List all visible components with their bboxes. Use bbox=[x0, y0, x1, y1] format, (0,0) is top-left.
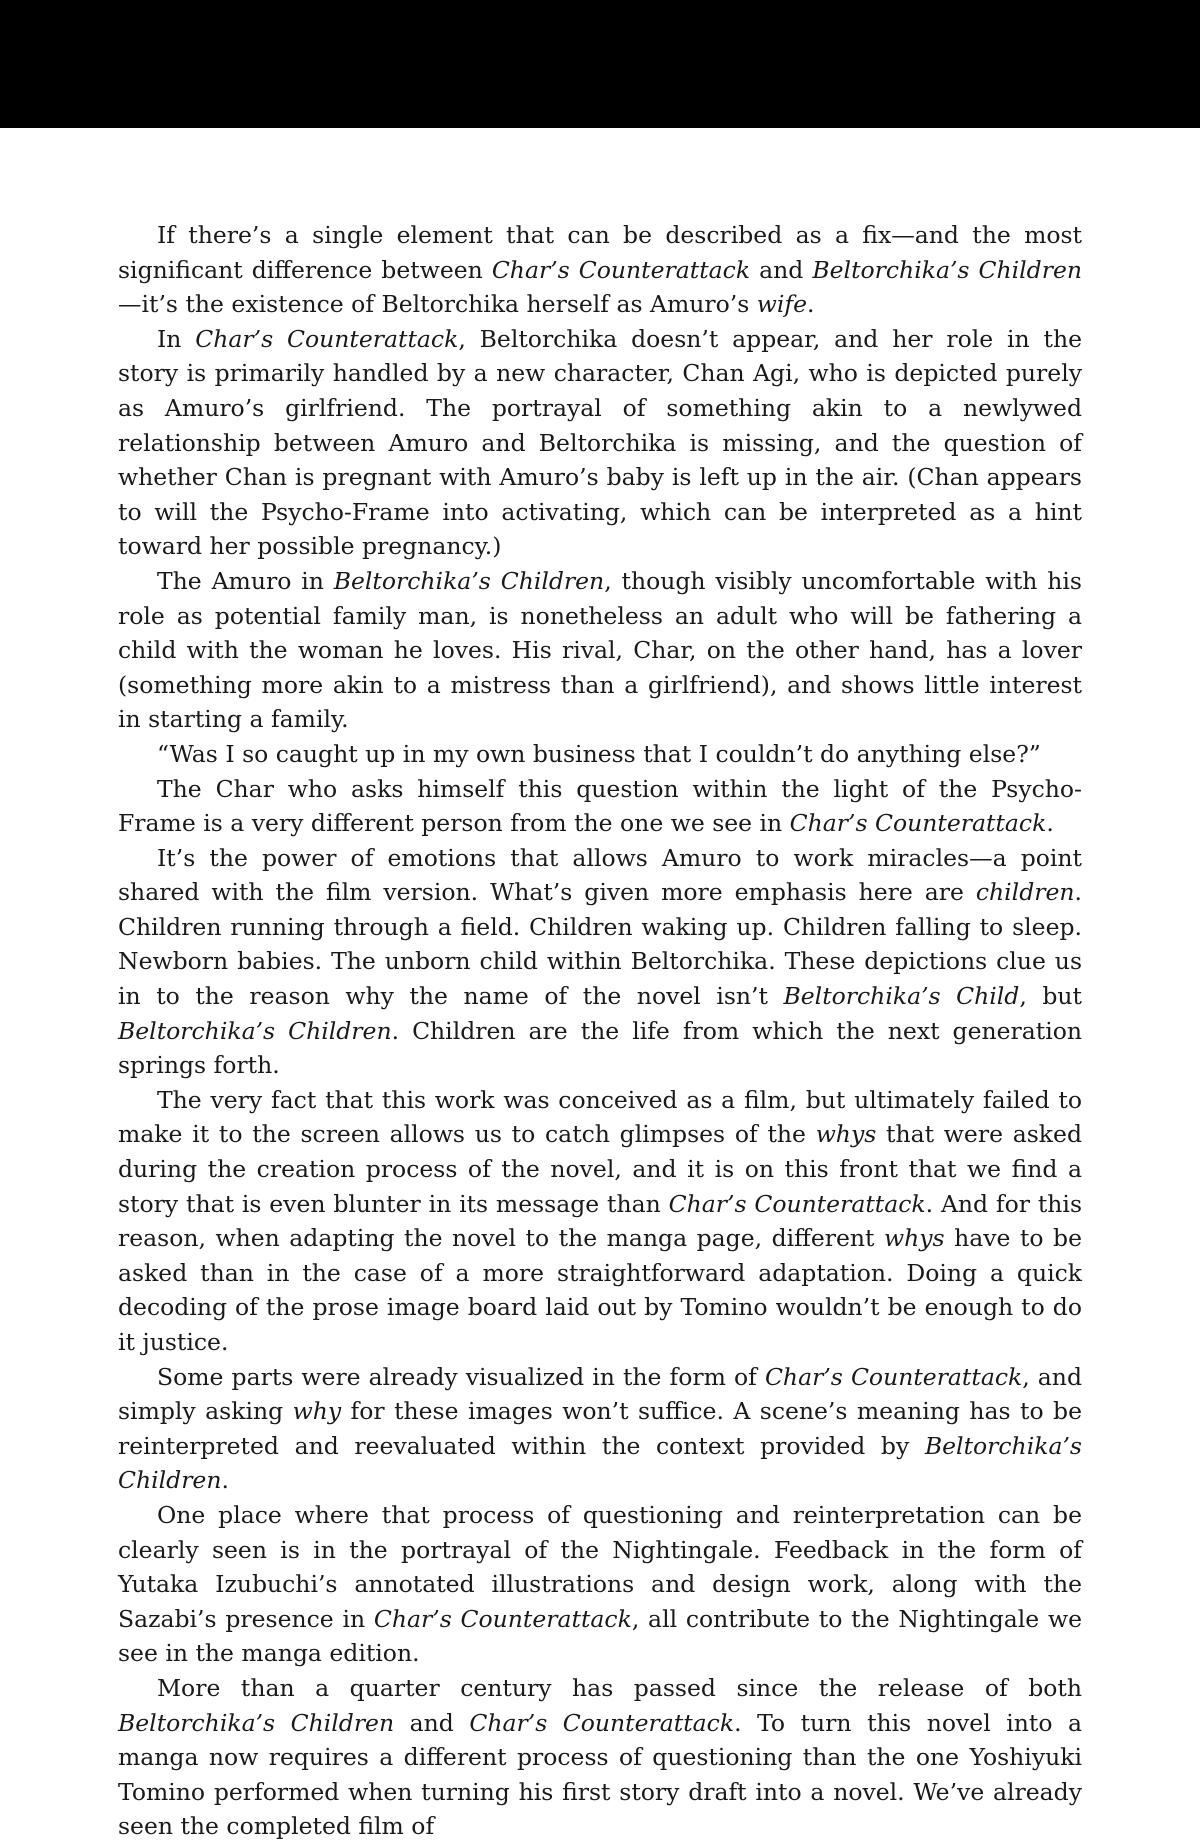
paragraph-2 bbox=[118, 322, 1082, 564]
paragraph-text: , and simply asking bbox=[118, 1362, 1082, 1426]
italic-title-text: Char’s Counterattack bbox=[373, 1604, 632, 1633]
paragraph-text: The Char who asks himself this question within the light of the Psycho-Frame is a very different person from the one we see in bbox=[118, 774, 1082, 838]
italic-title-text: Char’s Counterattack bbox=[668, 1189, 926, 1218]
paragraph-text: “Was I so caught up in my own business that I couldn’t do anything else?” bbox=[157, 739, 1041, 768]
italic-title-text: Char’s Counterattack bbox=[469, 1708, 735, 1737]
italic-title-text: whys bbox=[815, 1120, 877, 1149]
paragraph-6 bbox=[118, 841, 1082, 1083]
paragraph-text: The very fact that this work was conceived as a film, but ultimately failed to make it to the screen allows us to catch glimpses of the bbox=[118, 1085, 1082, 1149]
paragraph-text: In bbox=[157, 324, 196, 353]
paragraph-text: have to be asked than in the case of a more straightforward adaptation. Doing a quick decoding of the prose image board laid out by Tomino wouldn’t be enough to do it justice. bbox=[118, 1224, 1082, 1356]
paragraph-text: . bbox=[807, 290, 815, 319]
paragraph-text: , all contribute to the Nightingale we see in the manga edition. bbox=[118, 1604, 1082, 1668]
top-black-band bbox=[0, 0, 1200, 128]
paragraph-3 bbox=[118, 564, 1082, 737]
paragraph-1 bbox=[118, 218, 1082, 322]
paragraph-text: for these images won’t suffice. A scene’s meaning has to be reinterpreted and reevaluated within the context provided by bbox=[118, 1397, 1082, 1460]
paragraph-text: It’s the power of emotions that allows Amuro to work miracles—a point shared with the film version. What’s given more emphasis here are bbox=[118, 843, 1082, 907]
paragraph-text: If there’s a single element that can be described as a fix—and the most significant difference between bbox=[118, 221, 1082, 284]
paragraph-text: that were asked during the creation process of the novel, and it is on this front that we find a story that is even blunter in its message than bbox=[118, 1120, 1082, 1218]
paragraph-text: . To turn this novel into a manga now requires a different process of questioning than the one Yoshiyuki Tomino performed when turning his first story draft into a novel. We’ve already seen the completed film of bbox=[118, 1708, 1083, 1841]
italic-title-text: Beltorchika’s Children bbox=[333, 566, 605, 595]
italic-title-text: Char’s Counterattack bbox=[764, 1362, 1023, 1391]
italic-title-text: Char’s Counterattack bbox=[195, 324, 459, 353]
italic-title-text: whys bbox=[884, 1224, 945, 1253]
paragraph-text: . Children running through a field. Children waking up. Children falling to sleep. Newborn babies. The unborn child within Beltorchika. These depictions clue us in to the reason why the name of the novel isn’t bbox=[118, 878, 1082, 1011]
italic-title-text: Char’s Counterattack bbox=[789, 809, 1047, 838]
paragraph-text: The Amuro in bbox=[157, 566, 334, 595]
paragraph-7 bbox=[118, 1083, 1082, 1360]
paragraph-text: One place where that process of questioning and reinterpretation can be clearly seen is in the portrayal of the Nightingale. Feedback in the form of Yutaka Izubuchi’s annotated illustrations and design work, along with the Sazabi’s presence in bbox=[118, 1500, 1082, 1633]
paragraph-4 bbox=[118, 737, 1082, 772]
paragraph-text: and bbox=[394, 1708, 470, 1737]
italic-title-text: Beltorchika’s Children bbox=[812, 255, 1083, 284]
paragraph-8 bbox=[118, 1360, 1082, 1498]
italic-title-text: Beltorchika’s Children bbox=[118, 1708, 395, 1737]
paragraph-text: , Beltorchika doesn’t appear, and her role in the story is primarily handled by a new character, Chan Agi, who is depicted purely as Amuro’s girlfriend. The portrayal of something akin to a newlywed relationship between Amuro and Beltorchika is missing, and the question of whether Chan is pregnant with Amuro’s baby is left up in the air. (Chan appears to will the Psycho-Frame into activating, which can be interpreted as a hint toward her possible pregnancy.) bbox=[118, 324, 1083, 561]
italic-title-text: Char’s Counterattack bbox=[491, 255, 751, 284]
italic-title-text: Beltorchika’s Children bbox=[118, 1016, 392, 1045]
paragraph-text: , but bbox=[1019, 982, 1082, 1011]
paragraph-9 bbox=[118, 1498, 1082, 1671]
paragraph-10 bbox=[118, 1671, 1082, 1844]
italic-title-text: wife bbox=[756, 290, 808, 319]
paragraph-text: Some parts were already visualized in the form of bbox=[157, 1362, 765, 1391]
italic-title-text: Beltorchika’s Children bbox=[118, 1431, 1082, 1495]
italic-title-text: why bbox=[292, 1397, 342, 1426]
paragraph-text: . And for this reason, when adapting the novel to the manga page, different bbox=[118, 1189, 1083, 1253]
paragraph-text: . bbox=[1046, 809, 1054, 838]
essay-body bbox=[118, 218, 1082, 1844]
paragraph-text: More than a quarter century has passed since the release of both bbox=[157, 1673, 1082, 1702]
italic-title-text: children bbox=[975, 878, 1075, 907]
paragraph-text: . Children are the life from which the next generation springs forth. bbox=[118, 1016, 1083, 1080]
paragraph-text: —it’s the existence of Beltorchika herself as Amuro’s bbox=[118, 290, 757, 319]
paragraph-text: . bbox=[221, 1466, 229, 1495]
paragraph-5 bbox=[118, 772, 1082, 841]
paragraph-text: , though visibly uncomfortable with his role as potential family man, is nonetheless an adult who will be fathering a child with the woman he loves. His rival, Char, on the other hand, has a lover (something more akin to a mistress than a girlfriend), and shows little interest in starting a family. bbox=[118, 566, 1082, 734]
paragraph-text: and bbox=[750, 255, 813, 284]
italic-title-text: Beltorchika’s Child bbox=[783, 982, 1020, 1011]
